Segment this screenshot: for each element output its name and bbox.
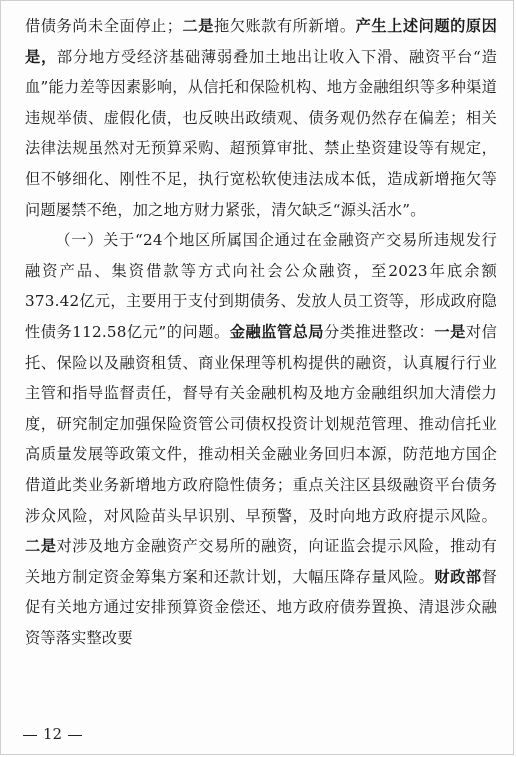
text-run: 对信托、保险以及融资租赁、商业保理等机构提供的融资，认真履行行业主管和指导监督责任，督导有关金融机构及地方金融组织加大清偿力度，研究制定加强保险资管公司债权投资计划规范管理、推动信托业高质量发展等政策文件，推动相关金融业务回归本源，防范地方国企借道此类业务新增地方政府隐性债务；重点关注区县级融资平台债务涉众风险，对风险苗头早识别、早预警，及时向地方政府提示风险。 — [25, 322, 498, 525]
bold-run: 金融监管总局 — [229, 322, 325, 341]
text-run: 对涉及地方金融资产交易所的融资，向证监会提示风险，推动有关地方制定资金筹集方案和还款计划，大幅压降存量风险。 — [25, 537, 497, 586]
body-text — [25, 11, 497, 653]
footer-dash-left — [23, 735, 37, 736]
text-run: 分类推进整改： — [324, 322, 435, 341]
bold-run: 产生上述问题的原因是， — [25, 17, 497, 66]
text-run: 部分地方受经济基础薄弱叠加土地出让收入下滑、融资平台“造血”能力差等因素影响，从信托和保险机构、地方金融组织等多种渠道违规举债、虚假化债，也反映出政绩观、债务观仍然存在偏差；相关法律法规虽然对无预算采购、超预算审批、禁止垫资建设等有规定，但不够细化、刚性不足，执行宽松软使违法成本低，造成新增拖欠等问题屡禁不绝，加之地方财力紧张，清欠缺乏“源头活水”。 — [25, 47, 497, 219]
text-run: 督促有关地方通过安排预算资金偿还、地方政府债券置换、清退涉众融资等落实整改要 — [25, 567, 498, 647]
bold-run: 一是 — [434, 322, 466, 341]
page-footer — [17, 725, 88, 743]
bold-run: 二是 — [182, 17, 214, 35]
bold-run: 二是 — [25, 537, 57, 556]
text-run: 借债务尚未全面停止； — [25, 17, 183, 35]
bold-run: 财政部 — [434, 567, 482, 586]
footer-dash-right — [68, 735, 82, 736]
page-number: 12 — [43, 725, 63, 743]
text-run: （一）关于“24个地区所属国企通过在金融资产交易所违规发行融资产品、集资借款等方式向社会公众融资，至2023年底余额373.42亿元，主要用于支付到期债务、发放人员工资等，形成政府隐性债务112.58亿元”的问题。 — [25, 231, 497, 341]
paragraph-1 — [25, 11, 497, 225]
paragraph-2 — [25, 225, 497, 653]
text-run: 拖欠账款有所新增。 — [213, 17, 356, 35]
